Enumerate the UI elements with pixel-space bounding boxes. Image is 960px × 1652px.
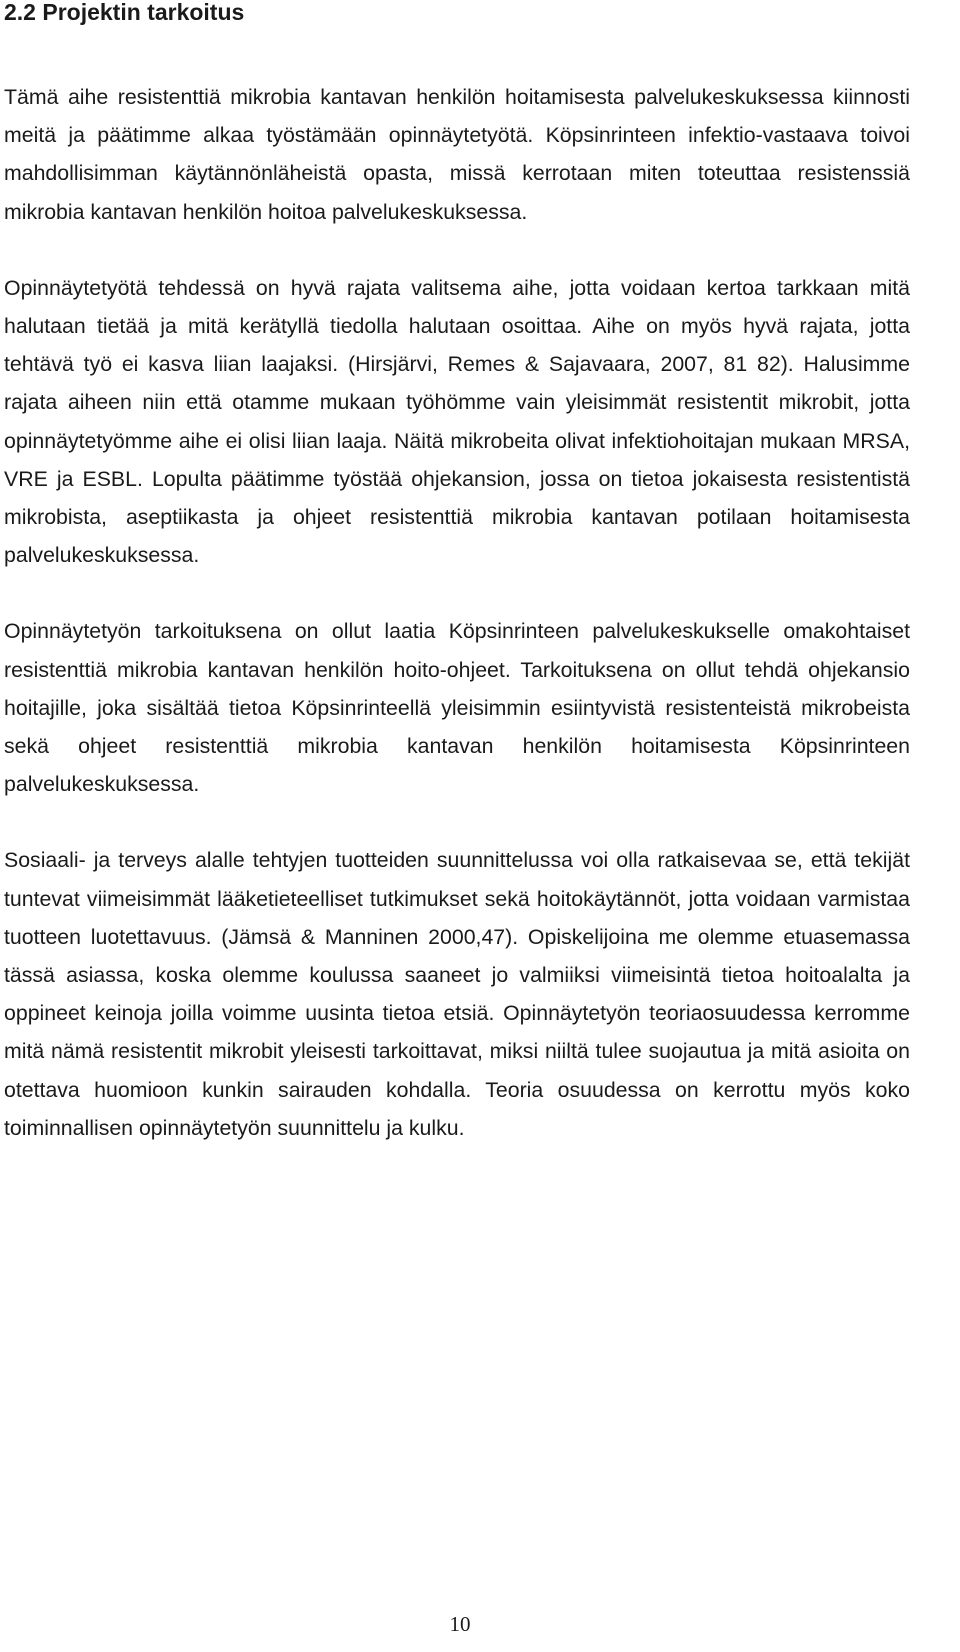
page-number: 10 [449, 1612, 471, 1636]
paragraph-purpose-intro: Tämä aihe resistenttiä mikrobia kantavan henkilön hoitamisesta palvelukeskuksessa kiinnosti meitä ja päätimme alkaa työstämään opinnäytetyötä. Köpsinrinteen infektio-vastaava toivoi mahdollisimman käytännönläheistä opasta, missä kerrotaan miten toteuttaa resistenssiä mikrobia kantavan henkilön hoitoa palvelukeskuksessa. [4, 85, 910, 224]
document-page [4, 0, 910, 1147]
section-heading: 2.2 Projektin tarkoitus [4, 0, 245, 25]
paragraph-scope: Opinnäytetyötä tehdessä on hyvä rajata valitsema aihe, jotta voidaan kertoa tarkkaan mitä halutaan tietää ja mitä kerätyllä tiedolla halutaan osoittaa. Aihe on myös hyvä rajata, jotta tehtävä työ ei kasva liian laajaksi. (Hirsjärvi, Remes & Sajavaara, 2007, 81 82). Halusimme rajata aiheen niin että otamme mukaan työhömme vain yleisimmät resistentit mikrobit, jotta opinnäytetyömme aihe ei olisi liian laaja. Näitä mikrobeita olivat infektiohoitajan mukaan MRSA, VRE ja ESBL. Lopulta päätimme työstää ohjekansion, jossa on tietoa jokaisesta resistentistä mikrobista, aseptiikasta ja ohjeet resistenttiä mikrobia kantavan potilaan hoitamisesta palvelukeskuksessa. [4, 275, 910, 568]
paragraph-product-design: Sosiaali- ja terveys alalle tehtyjen tuotteiden suunnittelussa voi olla ratkaisevaa se, että tekijät tuntevat viimeisimmät lääketieteelliset tutkimukset sekä hoitokäytännöt, jotta voidaan varmistaa tuotteen luotettavuus. (Jämsä & Manninen 2000,47). Opiskelijoina me olemme etuasemassa tässä asiassa, koska olemme koulussa saaneet jo valmiiksi viimeisintä tietoa hoitoalalta ja oppineet keinoja joilla voimme uusinta tietoa etsiä. Opinnäytetyön teoriaosuudessa kerromme mitä nämä resistentit mikrobit yleisesti tarkoittavat, miksi niiltä tulee suojautua ja mitä asioita on otettava huomioon kunkin sairauden kohdalla. Teoria osuudessa on kerrottu myös koko toiminnallisen opinnäytetyön suunnittelu ja kulku. [4, 848, 910, 1140]
paragraph-aim: Opinnäytetyön tarkoituksena on ollut laatia Köpsinrinteen palvelukeskukselle omakohtaiset resistenttiä mikrobia kantavan henkilön hoito-ohjeet. Tarkoituksena on ollut tehdä ohjekansio hoitajille, joka sisältää tietoa Köpsinrinteellä yleisimmin esiintyvistä resistenteistä mikrobeista sekä ohjeet resistenttiä mikrobia kantavan henkilön hoitamisesta Köpsinrinteen palvelukeskuksessa. [4, 619, 910, 797]
